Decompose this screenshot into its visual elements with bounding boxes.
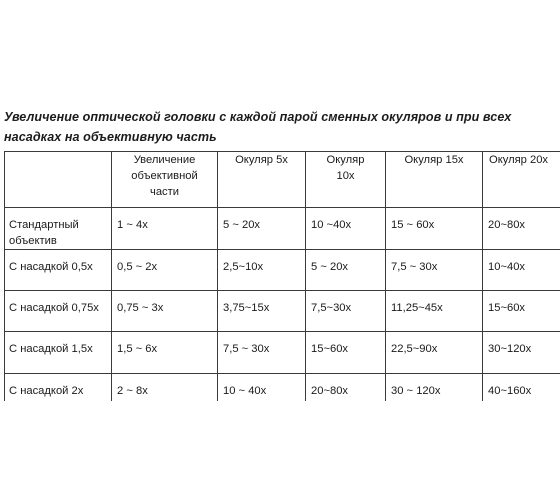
- row-label-cell: [5, 332, 112, 374]
- table-row: [5, 208, 560, 250]
- table-cell: [218, 250, 306, 291]
- table-cell: [483, 374, 560, 402]
- cell-value: 11,25~45x: [391, 302, 443, 314]
- cell-value: 30~120x: [488, 343, 532, 355]
- header-cell-eyepiece-20x: [483, 152, 560, 208]
- table-cell: [386, 250, 483, 291]
- table-cell: [306, 208, 386, 250]
- table-cell: [218, 374, 306, 402]
- header-eyepiece-15x-text: Окуляр 15x: [404, 154, 464, 166]
- table-cell: [112, 208, 218, 250]
- header-cell-empty: [5, 152, 112, 208]
- table-cell: [483, 208, 560, 250]
- table-cell: [306, 332, 386, 374]
- table-cell: [386, 374, 483, 402]
- table-row: [5, 332, 560, 374]
- cell-value: 15~60x: [311, 343, 349, 355]
- header-eyepiece-5x-text: Окуляр 5x: [235, 154, 288, 166]
- cell-value: 20~80x: [488, 219, 526, 231]
- table-cell: [218, 291, 306, 332]
- table-cell: [112, 332, 218, 374]
- magnification-table: [4, 151, 560, 401]
- table-viewport: [4, 151, 560, 401]
- table-cell: [386, 208, 483, 250]
- cell-value: 0,75 ~ 3x: [117, 302, 164, 314]
- header-cell-eyepiece-10x: [306, 152, 386, 208]
- cell-value: 15 ~ 60x: [391, 219, 435, 231]
- cell-value: 5 ~ 20x: [311, 261, 349, 273]
- cell-value: 2 ~ 8x: [117, 385, 148, 397]
- cell-value: 7,5 ~ 30x: [223, 343, 270, 355]
- table-cell: [218, 208, 306, 250]
- row-label-cell: [5, 291, 112, 332]
- header-eyepiece-20x-text: Окуляр 20x: [489, 154, 549, 166]
- header-cell-objective: [112, 152, 218, 208]
- table-row: [5, 374, 560, 402]
- cell-value: 7,5 ~ 30x: [391, 261, 438, 273]
- cell-value: 7,5~30x: [311, 302, 352, 314]
- cell-value: 40~160x: [488, 385, 532, 397]
- row-label: С насадкой 1,5x: [9, 343, 93, 355]
- cell-value: 1 ~ 4x: [117, 219, 148, 231]
- cell-value: 0,5 ~ 2x: [117, 261, 158, 273]
- table-cell: [483, 250, 560, 291]
- table-cell: [112, 374, 218, 402]
- row-label: С насадкой 0,5x: [9, 261, 93, 273]
- cell-value: 20~80x: [311, 385, 349, 397]
- cell-value: 10 ~ 40x: [223, 385, 267, 397]
- cell-value: 3,75~15x: [223, 302, 270, 314]
- table-row: [5, 291, 560, 332]
- cell-value: 5 ~ 20x: [223, 219, 261, 231]
- table-cell: [306, 250, 386, 291]
- header-objective-text: Увеличение объективной части: [131, 154, 198, 198]
- table-cell: [483, 332, 560, 374]
- row-label-cell: [5, 250, 112, 291]
- row-label: Стандартный объектив: [9, 219, 79, 247]
- header-cell-eyepiece-5x: [218, 152, 306, 208]
- cell-value: 10 ~40x: [311, 219, 352, 231]
- table-cell: [218, 332, 306, 374]
- header-eyepiece-10x-text: Окуляр 10x: [326, 154, 365, 182]
- cell-value: 30 ~ 120x: [391, 385, 441, 397]
- table-caption: Увеличение оптической головки с каждой парой сменных окуляров и при всех насадках на объективную часть: [4, 110, 512, 144]
- cell-value: 22,5~90x: [391, 343, 438, 355]
- table-cell: [483, 291, 560, 332]
- cell-value: 15~60x: [488, 302, 526, 314]
- table-row: [5, 250, 560, 291]
- row-label-cell: [5, 374, 112, 402]
- table-cell: [306, 374, 386, 402]
- cell-value: 2,5~10x: [223, 261, 264, 273]
- table-cell: [112, 250, 218, 291]
- table-cell: [386, 332, 483, 374]
- cell-value: 1,5 ~ 6x: [117, 343, 158, 355]
- header-cell-eyepiece-15x: [386, 152, 483, 208]
- table-header-row: [5, 152, 560, 208]
- row-label-cell: [5, 208, 112, 250]
- table-cell: [386, 291, 483, 332]
- table-cell: [112, 291, 218, 332]
- cell-value: 10~40x: [488, 261, 526, 273]
- table-cell: [306, 291, 386, 332]
- row-label: С насадкой 2x: [9, 385, 84, 397]
- row-label: С насадкой 0,75x: [9, 302, 99, 314]
